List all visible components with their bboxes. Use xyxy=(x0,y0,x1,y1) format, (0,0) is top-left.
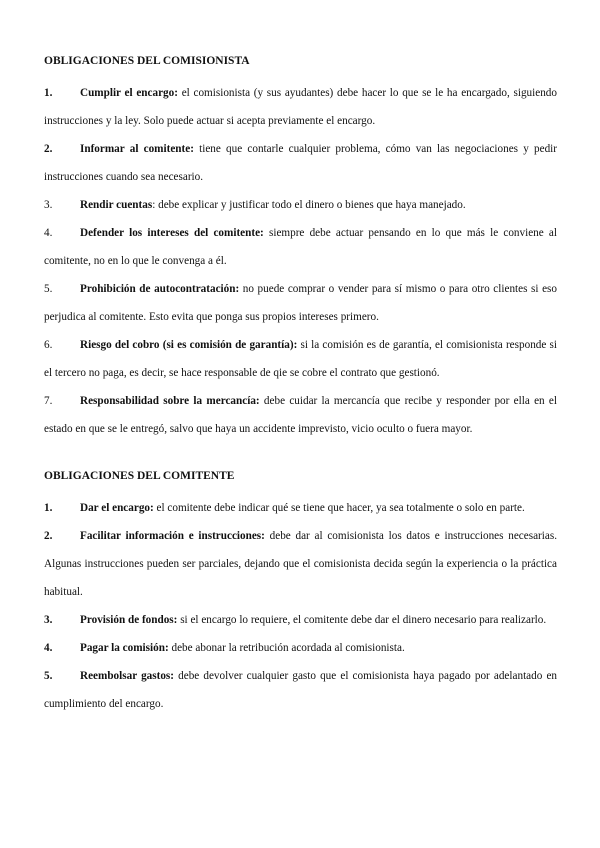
section-comitente xyxy=(44,470,557,718)
item-term: Informar al comitente: xyxy=(80,143,194,155)
item-text: debe cuidar la mercancía que recibe y responder por ella en el estado en que se le entregó, salvo que haya un accidente imprevisto, vicio oculto o fuera mayor. xyxy=(44,395,557,435)
list-item xyxy=(44,387,557,443)
list-item xyxy=(44,606,557,634)
item-text: no puede comprar o vender para sí mismo o para otro clientes si eso perjudica al comitente. Esto evita que ponga sus propios intereses primero. xyxy=(44,283,557,323)
list-item xyxy=(44,275,557,331)
item-number: 5. xyxy=(44,283,53,295)
item-term: Facilitar información e instrucciones: xyxy=(80,530,265,542)
section-comisionista xyxy=(44,55,557,443)
list-item xyxy=(44,219,557,275)
item-text: debe devolver cualquier gasto que el comisionista haya pagado por adelantado en cumplimiento del encargo. xyxy=(44,670,557,710)
item-term: Provisión de fondos: xyxy=(80,614,178,626)
item-text: debe dar al comisionista los datos e instrucciones necesarias. Algunas instrucciones pueden ser parciales, dejando que el comisionista decida según la experiencia o la práctica habitual. xyxy=(44,530,557,598)
list-item xyxy=(44,494,557,522)
item-number: 7. xyxy=(44,395,53,407)
item-text: tiene que contarle cualquier problema, cómo van las negociaciones y pedir instrucciones cuando sea necesario. xyxy=(44,143,557,183)
item-number: 1. xyxy=(44,87,53,99)
item-text: el comitente debe indicar qué se tiene que hacer, ya sea totalmente o solo en parte. xyxy=(153,502,525,514)
item-number: 3. xyxy=(44,199,53,211)
list-item xyxy=(44,191,557,219)
item-term: Rendir cuentas xyxy=(80,199,153,211)
item-number: 2. xyxy=(44,530,53,542)
list-item xyxy=(44,331,557,387)
section-title: OBLIGACIONES DEL COMISIONISTA xyxy=(44,55,250,67)
item-term: Reembolsar gastos: xyxy=(80,670,175,682)
item-number: 6. xyxy=(44,339,53,351)
item-term: Dar el encargo: xyxy=(80,502,154,514)
item-term: Responsabilidad sobre la mercancía: xyxy=(80,395,260,407)
list-item xyxy=(44,634,557,662)
item-number: 1. xyxy=(44,502,53,514)
item-term: Prohibición de autocontratación: xyxy=(80,283,240,295)
item-text: si la comisión es de garantía, el comisionista responde si el tercero no paga, es decir, se hace responsable de qie se cobre el contrato que gestionó. xyxy=(44,339,558,379)
item-term: Riesgo del cobro (si es comisión de garantía): xyxy=(80,339,298,351)
item-term: Cumplir el encargo: xyxy=(80,87,178,99)
item-number: 4. xyxy=(44,227,53,239)
item-text: debe abonar la retribución acordada al comisionista. xyxy=(168,642,405,654)
item-text: el comisionista (y sus ayudantes) debe hacer lo que se le ha encargado, siguiendo instrucciones y la ley. Solo puede actuar si acepta previamente el encargo. xyxy=(44,87,557,127)
list-item xyxy=(44,79,557,135)
item-number: 3. xyxy=(44,614,53,626)
item-text: : debe explicar y justificar todo el dinero o bienes que haya manejado. xyxy=(152,199,466,211)
item-text: siempre debe actuar pensando en lo que más le conviene al comitente, no en lo que le convenga a él. xyxy=(44,227,557,267)
item-text: si el encargo lo requiere, el comitente debe dar el dinero necesario para realizarlo. xyxy=(177,614,547,626)
item-number: 5. xyxy=(44,670,53,682)
section-title: OBLIGACIONES DEL COMITENTE xyxy=(44,470,235,482)
item-number: 2. xyxy=(44,143,53,155)
item-term: Defender los intereses del comitente: xyxy=(80,227,264,239)
item-term: Pagar la comisión: xyxy=(80,642,169,654)
list-item xyxy=(44,135,557,191)
list-item xyxy=(44,522,557,606)
list-item xyxy=(44,662,557,718)
item-number: 4. xyxy=(44,642,53,654)
